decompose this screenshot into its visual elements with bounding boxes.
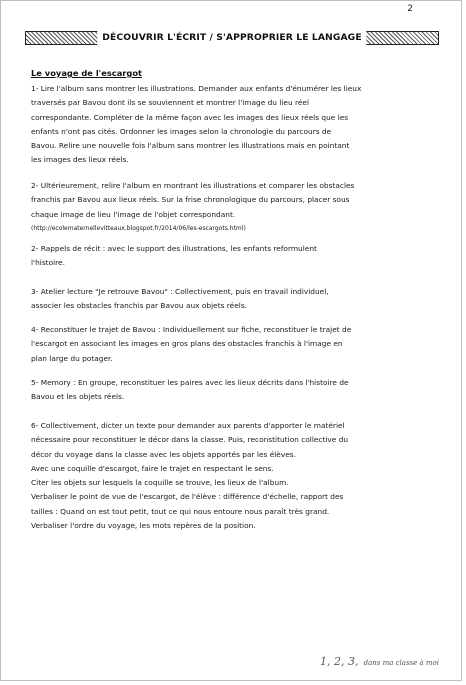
paragraph-line: plan large du potager. [31,353,113,363]
paragraph-line: 1- Lire l'album sans montrer les illustrations. Demander aux enfants d'énumérer les lieux [31,84,362,93]
page-number: 2 [407,4,413,14]
section-title: Le voyage de l'escargot [31,68,142,78]
paragraph-line: nécessaire pour reconstituer le décor dans la classe. Puis, reconstitution collective du [31,435,349,445]
paragraph-line: 2- Rappels de récit : avec le support des illustrations, les enfants reformulent [31,244,317,253]
paragraph-line: 6- Collectivement, dicter un texte pour demander aux parents d'apporter le matériel [31,421,345,430]
paragraph-line: Citer les objets sur lesquels la coquille se trouve, les lieux de l'album. [31,478,289,488]
header-banner [25,31,439,45]
paragraph-line: 4- Reconstituer le trajet de Bavou : Individuellement sur fiche, reconstituer le trajet de [31,325,352,334]
paragraph-4 [31,285,436,314]
paragraph-line: Bavou. Relire une nouvelle fois l'album sans montrer les illustrations mais en pointant [31,141,350,151]
paragraph-line: chaque image de lieu l'image de l'objet correspondant. [31,209,236,219]
paragraph-line: Verbaliser le point de vue de l'escargot, de l'élève : différence d'échelle, rapport des [31,492,344,502]
paragraph-line: 5- Memory : En groupe, reconstituer les paires avec les lieux décrits dans l'histoire de [31,378,349,387]
paragraph-line: associer les obstacles franchis par Bavou aux objets réels. [31,301,248,311]
source-link: (http://ecolematernellevitteaux.blogspot.fr/2014/06/les-escargots.html) [31,224,246,232]
paragraph-line: 3- Atelier lecture "Je retrouve Bavou" : Collectivement, puis en travail individuel, [31,287,329,296]
paragraph-line: décor du voyage dans la classe avec les objets apportés par les élèves. [31,449,296,459]
paragraph-line: Avec une coquille d'escargot, faire le trajet en respectant le sens. [31,463,274,473]
paragraph-6 [31,376,436,405]
paragraph-line: correspondante. Compléter de la même façon avec les images des lieux réels que les [31,112,349,122]
brand-footer [320,650,439,669]
paragraph-line: l'escargot en associant les images en gros plans des obstacles franchis à l'image en [31,339,343,349]
paragraph-line: Verbaliser l'ordre du voyage, les mots repères de la position. [31,521,256,531]
header-title: DÉCOUVRIR L'ÉCRIT / S'APPROPRIER LE LANGAGE [97,31,366,45]
paragraph-line: franchis par Bavou aux lieux réels. Sur la frise chronologique du parcours, placer sous [31,195,350,205]
brand-numbers: 1, 2, 3, [320,655,359,668]
paragraph-line: l'histoire. [31,258,65,268]
paragraph-5 [31,323,436,366]
paragraph-line: tailles : Quand on est tout petit, tout ce qui nous entoure nous paraît très grand. [31,506,330,516]
paragraph-line: les images des lieux réels. [31,155,129,165]
paragraph-1 [31,82,436,168]
paragraph-line: Bavou et les objets réels. [31,392,125,402]
paragraph-2 [31,179,436,236]
paragraph-line: enfants n'ont pas cités. Ordonner les images selon la chronologie du parcours de [31,126,332,136]
paragraph-7 [31,419,436,533]
paragraph-line: traversés par Bavou dont ils se souviennent et montrer l'image du lieu réel [31,98,310,108]
paragraph-3 [31,242,436,271]
brand-text: dans ma classe à moi [363,659,439,667]
paragraph-line: 2- Ultérieurement, relire l'album en montrant les illustrations et comparer les obstacles [31,181,355,190]
